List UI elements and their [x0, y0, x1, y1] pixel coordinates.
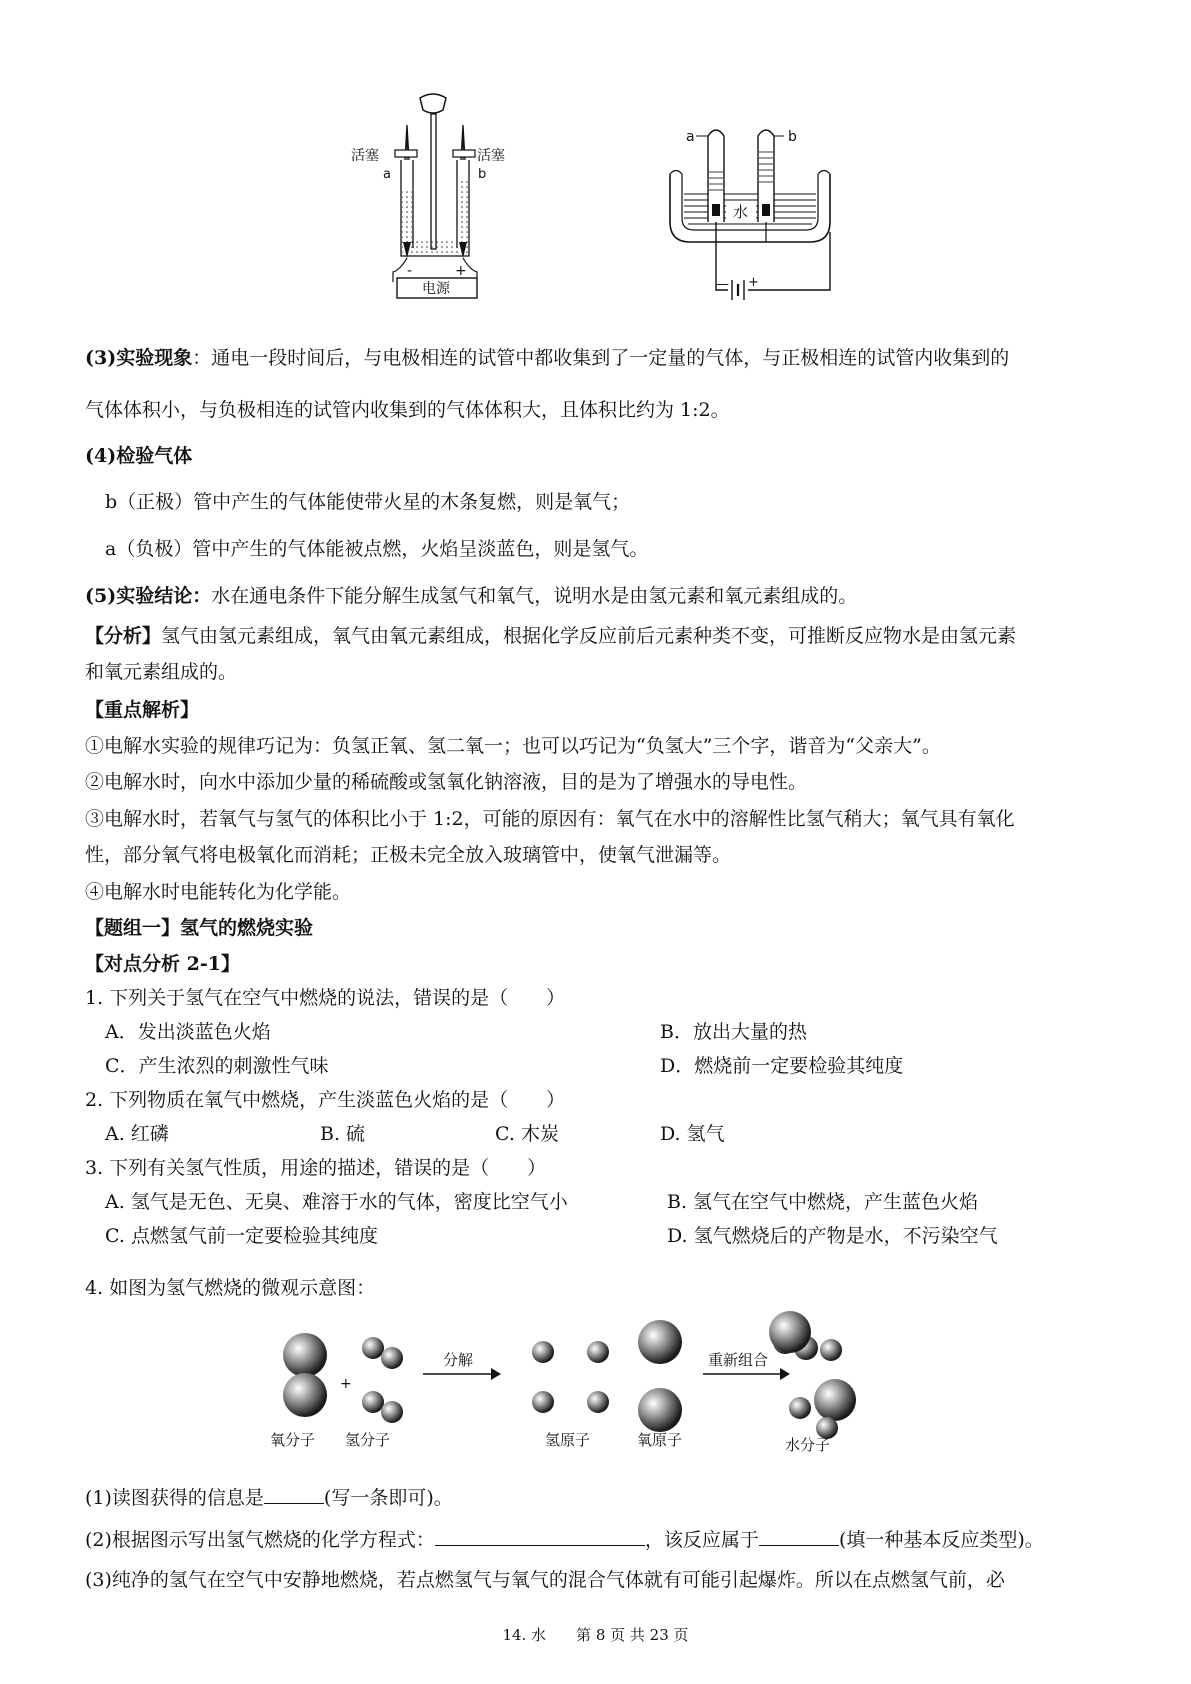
- section-3-text: ：通电一段时间后，与电极相连的试管中都收集到了一定量的气体，与正极相连的试管内收集到的: [192, 347, 1010, 369]
- figure-simple-electrolysis: [660, 122, 835, 322]
- label-oxygen-atom: 氧原子: [637, 1431, 683, 1449]
- page-footer: 14. 水 第 8 页 共 23 页: [502, 1626, 689, 1644]
- power-source-label: 电源: [422, 281, 450, 297]
- tube-label-b: b: [478, 167, 487, 182]
- arrow-label-recombine: 重新组合: [708, 1351, 769, 1369]
- q4-part-2-suffix: (填一种基本反应类型)。: [838, 1529, 1044, 1551]
- q4-part-1-suffix: (写一条即可)。: [323, 1487, 453, 1509]
- q4-part-2-text: (2)根据图示写出氢气燃烧的化学方程式：: [85, 1529, 435, 1551]
- q1-option-d: D．燃烧前一定要检验其纯度: [660, 1055, 904, 1077]
- q1-option-a: A．发出淡蓝色火焰: [105, 1021, 271, 1043]
- q2-option-b: B. 硫: [320, 1123, 366, 1145]
- key-point-1: ①电解水实验的规律巧记为：负氢正氧、氢二氧一；也可以巧记为“负氢大”三个字，谐音为“父亲大”。: [85, 735, 941, 757]
- q4-part-1: [85, 1483, 453, 1511]
- tube-label-b-2: b: [788, 129, 797, 145]
- key-point-3b: 性，部分氧气将电极氧化而消耗；正极未完全放入玻璃管中，使氧气泄漏等。: [85, 844, 732, 866]
- valve-label-left: 活塞: [351, 148, 379, 164]
- q4-part-2-blank-equation[interactable]: [435, 1525, 645, 1546]
- sub-heading: 【对点分析 2-1】: [85, 953, 240, 975]
- tube-label-a: a: [383, 167, 391, 182]
- figure-hydrogen-combustion-micro: [265, 1310, 945, 1460]
- label-water-molecule: 水分子: [785, 1436, 831, 1454]
- section-5-text: 水在通电条件下能分解生成氢气和氧气，说明水是由氢元素和氧元素组成的。: [211, 585, 858, 607]
- analysis-line-2: 和氧元素组成的。: [85, 661, 238, 683]
- arrow-label-decompose: 分解: [443, 1351, 474, 1369]
- plus-sign: +: [340, 1376, 352, 1392]
- analysis-heading: 【分析】: [85, 625, 162, 647]
- section-5-heading: (5)实验结论：: [85, 585, 212, 607]
- q2-option-c: C. 木炭: [495, 1123, 559, 1145]
- section-4-heading: (4)检验气体: [85, 445, 193, 467]
- analysis-text: 氢气由氢元素组成，氧气由氧元素组成，根据化学反应前后元素种类不变，可推断反应物水是由氢元素: [161, 625, 1017, 647]
- q3-option-c: C. 点燃氢气前一定要检验其纯度: [105, 1225, 378, 1247]
- section-4-line-a: a（负极）管中产生的气体能被点燃，火焰呈淡蓝色，则是氢气。: [105, 538, 649, 560]
- key-points-heading: 【重点解析】: [85, 699, 200, 721]
- q4-part-1-blank[interactable]: [264, 1483, 324, 1504]
- battery-minus: —: [716, 277, 729, 292]
- battery-plus: +: [748, 275, 759, 290]
- q3-option-b: B. 氢气在空气中燃烧，产生蓝色火焰: [667, 1191, 979, 1213]
- section-4-line-b: b（正极）管中产生的气体能使带火星的木条复燃，则是氧气；: [105, 491, 631, 513]
- section-3-line-1: [85, 345, 1009, 371]
- q2-stem: 2. 下列物质在氧气中燃烧，产生淡蓝色火焰的是（ ）: [85, 1089, 566, 1111]
- q4-part-2-mid: ，该反应属于: [644, 1529, 759, 1551]
- tube-label-a-2: a: [686, 129, 695, 145]
- label-hydrogen-molecule: 氢分子: [345, 1431, 391, 1449]
- analysis-line-1: [85, 623, 1016, 649]
- figure-hofmann-apparatus: [345, 90, 555, 320]
- section-5: [85, 583, 857, 609]
- q4-part-2-blank-type[interactable]: [759, 1525, 839, 1546]
- q4-stem: 4. 如图为氢气燃烧的微观示意图：: [85, 1277, 376, 1299]
- q3-option-d: D. 氢气燃烧后的产物是水，不污染空气: [667, 1225, 998, 1247]
- terminal-minus: -: [407, 263, 413, 279]
- q4-part-3: (3)纯净的氢气在空气中安静地燃烧，若点燃氢气与氧气的混合气体就有可能引起爆炸。所以在点燃氢气前，必: [85, 1569, 1005, 1591]
- group-heading: 【题组一】氢气的燃烧实验: [85, 917, 314, 939]
- q4-part-2: [85, 1525, 1044, 1553]
- label-hydrogen-atom: 氢原子: [545, 1431, 591, 1449]
- q1-option-c: C．产生浓烈的刺激性气味: [105, 1055, 329, 1077]
- q4-part-1-text: (1)读图获得的信息是: [85, 1487, 264, 1509]
- q2-option-d: D. 氢气: [660, 1123, 725, 1145]
- water-label: 水: [733, 203, 749, 221]
- key-point-4: ④电解水时电能转化为化学能。: [85, 881, 352, 903]
- q2-option-a: A. 红磷: [105, 1123, 169, 1145]
- section-3-line-2: 气体体积小，与负极相连的试管内收集到的气体体积大，且体积比约为 1:2。: [85, 399, 730, 421]
- q1-stem: 1. 下列关于氢气在空气中燃烧的说法，错误的是（ ）: [85, 987, 566, 1009]
- key-point-2: ②电解水时，向水中添加少量的稀硫酸或氢氧化钠溶液，目的是为了增强水的导电性。: [85, 771, 808, 793]
- q3-option-a: A. 氢气是无色、无臭、难溶于水的气体，密度比空气小: [105, 1191, 568, 1213]
- q3-stem: 3. 下列有关氢气性质，用途的描述，错误的是（ ）: [85, 1157, 547, 1179]
- label-oxygen-molecule: 氧分子: [270, 1431, 316, 1449]
- section-3-heading: (3)实验现象: [85, 347, 193, 369]
- terminal-plus: +: [455, 263, 467, 279]
- q1-option-b: B．放出大量的热: [660, 1021, 807, 1043]
- valve-label-right: 活塞: [477, 148, 505, 164]
- key-point-3a: ③电解水时，若氧气与氢气的体积比小于 1:2，可能的原因有：氧气在水中的溶解性比氢气稍大；氧气具有氧化: [85, 808, 1015, 830]
